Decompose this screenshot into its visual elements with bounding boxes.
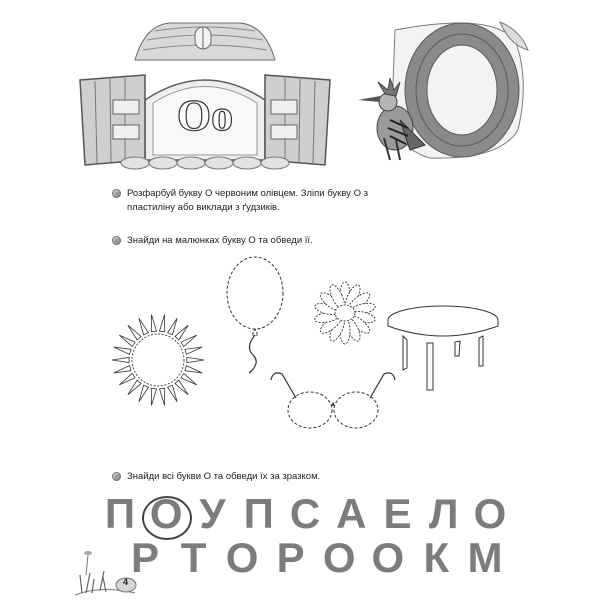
- page-number: 4: [123, 577, 129, 587]
- letter[interactable]: Р: [130, 534, 159, 581]
- letter-row-1: [100, 490, 510, 538]
- letter[interactable]: К: [423, 534, 450, 581]
- sun-ray: [112, 357, 129, 362]
- letter[interactable]: Е: [383, 490, 412, 537]
- sun-ray: [119, 373, 135, 384]
- sun-ray: [160, 314, 165, 331]
- sun-ray: [128, 380, 141, 395]
- letter[interactable]: П: [104, 490, 136, 537]
- sun-ray: [114, 347, 131, 354]
- letter[interactable]: О: [473, 490, 507, 537]
- window-letters: Оо: [176, 91, 234, 140]
- sun-ray: [151, 314, 156, 331]
- sun-ray: [160, 388, 165, 405]
- instruction-1: [112, 187, 392, 215]
- letter[interactable]: У: [199, 490, 226, 537]
- glasses-drawing: [268, 368, 398, 433]
- sun-ray: [175, 380, 188, 395]
- table-drawing: [385, 298, 505, 393]
- letter[interactable]: О: [322, 534, 356, 581]
- letter[interactable]: Т: [180, 534, 207, 581]
- bullet-icon: [112, 236, 121, 245]
- sun-ray: [139, 385, 148, 402]
- sun-ray: [181, 373, 197, 384]
- letter[interactable]: Р: [276, 534, 305, 581]
- sun-ray: [151, 388, 156, 405]
- page-number-decoration: [70, 545, 140, 600]
- letter-row-2: [125, 534, 505, 582]
- letter[interactable]: М: [467, 534, 503, 581]
- sun-ray: [128, 325, 141, 340]
- sun-circle-o: [132, 334, 184, 386]
- flower-drawing: [305, 278, 385, 348]
- letter[interactable]: П: [243, 490, 274, 537]
- balloon-drawing: [215, 255, 295, 385]
- instruction-3: [112, 470, 392, 484]
- sun-ray: [185, 347, 202, 354]
- sun-ray: [139, 318, 148, 335]
- sun-ray: [181, 335, 197, 346]
- sun-ray: [114, 366, 131, 373]
- bullet-icon: [112, 472, 121, 481]
- bullet-icon: [112, 189, 121, 198]
- letter[interactable]: А: [336, 490, 367, 537]
- sun-ray: [168, 385, 177, 402]
- instruction-2: [112, 234, 392, 248]
- sun-ray: [175, 325, 188, 340]
- sun-ray: [187, 357, 204, 362]
- letter-o-plasticine-illustration: [350, 10, 540, 170]
- sun-ray: [119, 335, 135, 346]
- instruction-text: Знайди на малюнках букву О та обведи її.: [127, 235, 313, 246]
- letter[interactable]: Л: [429, 490, 459, 537]
- letter-circled-sample[interactable]: О: [146, 490, 186, 538]
- sun-drawing: [108, 310, 208, 410]
- sun-ray: [168, 318, 177, 335]
- instruction-text: Розфарбуй букву О червоним олівцем. Зліпи букву О з пластиліну або виклади з ґудзиків.: [127, 188, 368, 213]
- instruction-text: Знайди всі букви О та обведи їх за зразком.: [127, 471, 321, 482]
- letter[interactable]: О: [225, 534, 259, 581]
- house-window-illustration: [75, 5, 335, 170]
- sun-ray: [185, 366, 202, 373]
- letter[interactable]: С: [289, 490, 321, 537]
- letter[interactable]: О: [371, 534, 405, 581]
